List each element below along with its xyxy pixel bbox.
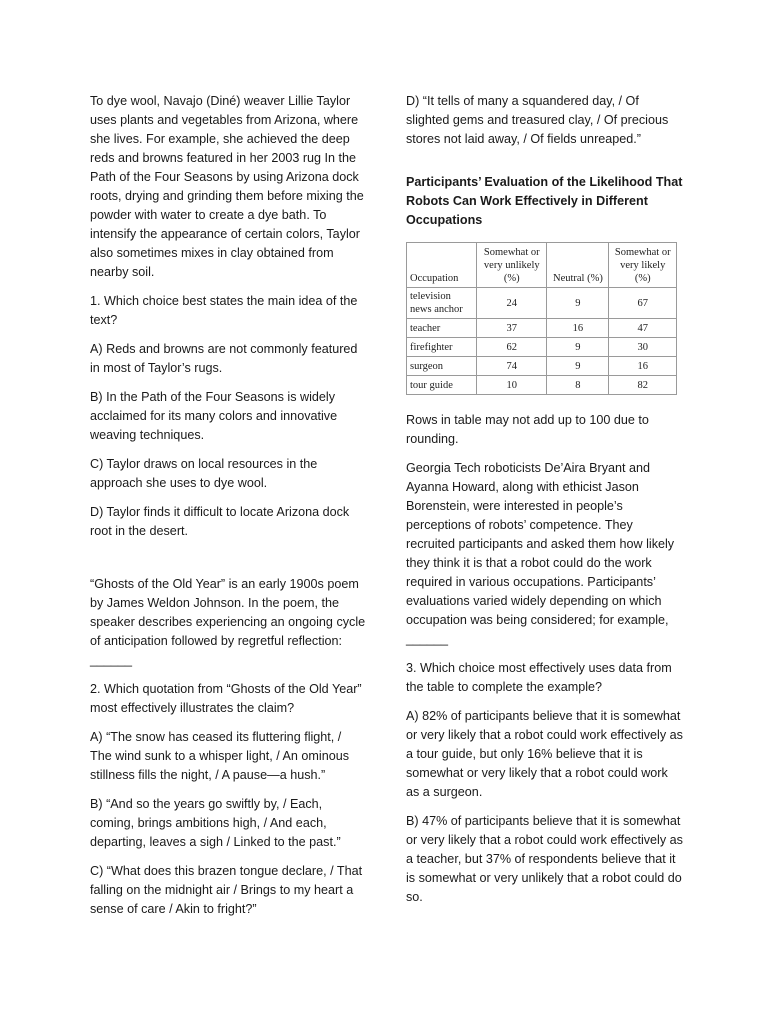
header-occupation: Occupation xyxy=(407,243,477,288)
cell-neutral: 9 xyxy=(547,357,609,376)
q1-choice-a: A) Reds and browns are not commonly featured in most of Taylor’s rugs. xyxy=(90,342,358,375)
cell-neutral: 16 xyxy=(547,319,609,338)
cell-neutral: 9 xyxy=(547,288,609,319)
cell-neutral: 9 xyxy=(547,338,609,357)
question-1: 1. Which choice best states the main idea of the text? xyxy=(90,294,358,327)
header-likely: Somewhat or very likely (%) xyxy=(609,243,677,288)
q1-choice-d: D) Taylor finds it difficult to locate Arizona dock root in the desert. xyxy=(90,505,350,538)
q1-choice-b: B) In the Path of the Four Seasons is widely acclaimed for its many colors and innovative weaving techniques. xyxy=(90,390,338,442)
table-row xyxy=(407,338,677,357)
q2-choice-b: B) “And so the years go swiftly by, / Each, coming, brings ambitions high, / And each, departing, leaves a sigh / Linked to the past.” xyxy=(90,797,341,849)
left-column xyxy=(90,92,366,929)
passage-robotics: Georgia Tech roboticists De’Aira Bryant and Ayanna Howard, along with ethicist Jason Borenstein, were interested in people’s perceptions of robots’ competence. They recruited participants and asked them how likely they think it is that a robot could do the work required in various occupations. Participants’ evaluations varied widely depending on which occupation was being considered; for example, ______ xyxy=(406,461,675,646)
cell-likely: 67 xyxy=(609,288,677,319)
table-title: Participants’ Evaluation of the Likelihood That Robots Can Work Effectively in Different Occupations xyxy=(406,175,683,227)
q2-choice-a: A) “The snow has ceased its fluttering flight, / The wind sunk to a whisper light, / An ominous stillness fills the night, / A pause—a hush.” xyxy=(90,730,350,782)
q1-choice-c: C) Taylor draws on local resources in the approach she uses to dye wool. xyxy=(90,457,318,490)
q3-choice-b: B) 47% of participants believe that it is somewhat or very likely that a robot could work effectively as a teacher, but 37% of respondents believe that it is somewhat or very unlikely that a robot could do so. xyxy=(406,814,683,904)
passage-dye-wool: To dye wool, Navajo (Diné) weaver Lillie Taylor uses plants and vegetables from Arizona, where she lives. For example, she achieved the deep reds and browns featured in her 2003 rug In the Path of the Four Seasons by using Arizona dock roots, drying and grinding them before mixing the powder with water to create a dye bath. To intensify the appearance of certain colors, Taylor also sometimes mixes in clay obtained from nearby soil. xyxy=(90,94,364,279)
table-row xyxy=(407,288,677,319)
q2-choice-d: D) “It tells of many a squandered day, / Of slighted gems and treasured clay, / Of precious stores not laid away, / Of fields unreaped.” xyxy=(406,94,669,146)
header-unlikely: Somewhat or very unlikely (%) xyxy=(477,243,547,288)
cell-occupation: firefighter xyxy=(407,338,477,357)
cell-unlikely: 74 xyxy=(477,357,547,376)
table-note: Rows in table may not add up to 100 due to rounding. xyxy=(406,413,649,446)
cell-occupation: television news anchor xyxy=(407,288,477,319)
header-neutral: Neutral (%) xyxy=(547,243,609,288)
cell-likely: 82 xyxy=(609,376,677,395)
table-header-row xyxy=(407,243,677,288)
cell-unlikely: 10 xyxy=(477,376,547,395)
cell-unlikely: 62 xyxy=(477,338,547,357)
cell-unlikely: 24 xyxy=(477,288,547,319)
q2-choice-c: C) “What does this brazen tongue declare, / That falling on the midnight air / Brings to my heart a sense of care / Akin to fright?” xyxy=(90,864,363,916)
table-row xyxy=(407,357,677,376)
q3-choice-a: A) 82% of participants believe that it is somewhat or very likely that a robot could work effectively as a tour guide, but only 16% believe that it is somewhat or very likely that a robot could work as a surgeon. xyxy=(406,709,683,799)
cell-neutral: 8 xyxy=(547,376,609,395)
cell-unlikely: 37 xyxy=(477,319,547,338)
question-3: 3. Which choice most effectively uses data from the table to complete the example? xyxy=(406,661,672,694)
question-2: 2. Which quotation from “Ghosts of the Old Year” most effectively illustrates the claim? xyxy=(90,682,362,715)
passage-ghosts-old-year: “Ghosts of the Old Year” is an early 1900s poem by James Weldon Johnson. In the poem, the speaker describes experiencing an ongoing cycle of anticipation followed by regretful reflection: ______ xyxy=(90,577,366,667)
right-column xyxy=(406,92,684,917)
cell-likely: 30 xyxy=(609,338,677,357)
table-row xyxy=(407,319,677,338)
cell-likely: 16 xyxy=(609,357,677,376)
cell-occupation: surgeon xyxy=(407,357,477,376)
cell-occupation: teacher xyxy=(407,319,477,338)
robot-occupation-table xyxy=(406,242,677,395)
cell-occupation: tour guide xyxy=(407,376,477,395)
table-row xyxy=(407,376,677,395)
cell-likely: 47 xyxy=(609,319,677,338)
